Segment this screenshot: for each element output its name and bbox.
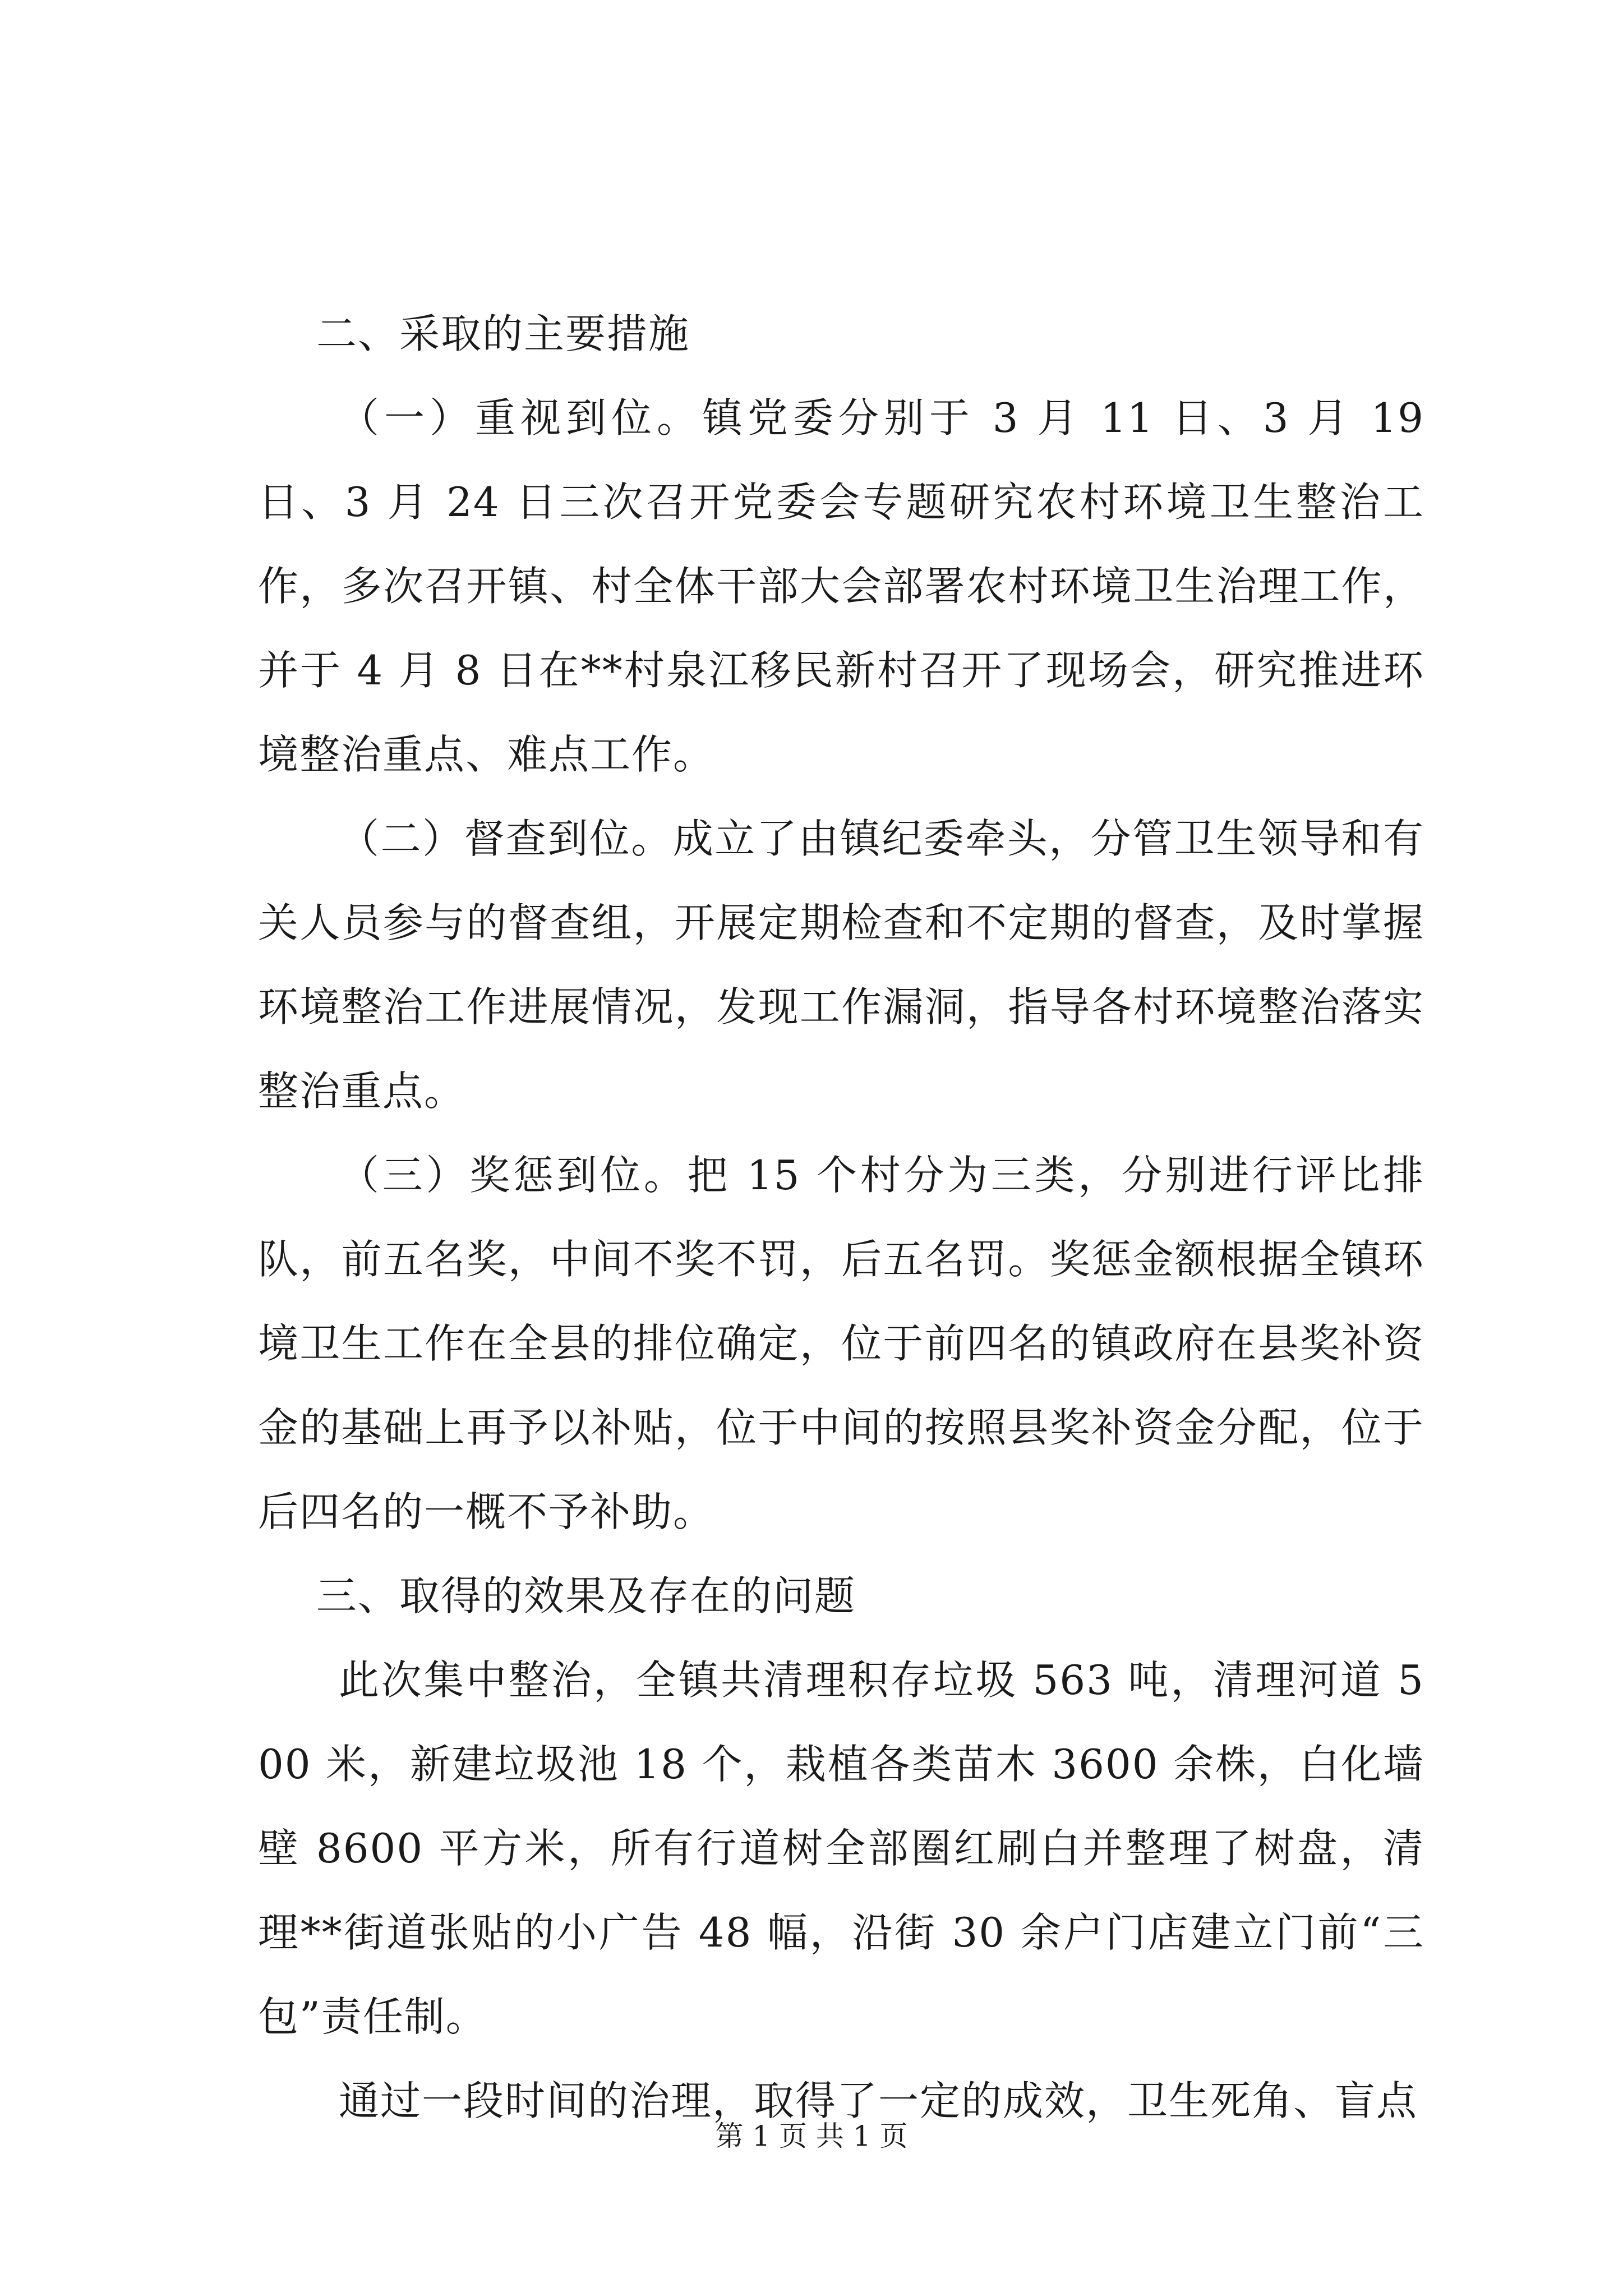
paragraph-rewards-penalties: （三）奖惩到位。把 15 个村分为三类，分别进行评比排队，前五名奖，中间不奖不罚，后五名罚。奖惩金额根据全镇环境卫生工作在全县的排位确定，位于前四名的镇政府在县奖补资金的基础上再予以补贴，位于中间的按照县奖补资金分配，位于后四名的一概不予补助。 — [258, 1152, 1424, 1535]
paragraph-emphasis: （一）重视到位。镇党委分别于 3 月 11 日、3 月 19 日、3 月 24 日三次召开党委会专题研究农村环境卫生整治工作，多次召开镇、村全体干部大会部署农村环境卫生治理工作，并于 4 月 8 日在**村泉江移民新村召开了现场会，研究推进环境整治重点、难点工作。 — [258, 394, 1424, 778]
page-footer: 第 1 页 共 1 页 — [715, 2120, 908, 2152]
paragraph-results-figures: 此次集中整治，全镇共清理积存垃圾 563 吨，清理河道 500 米，新建垃圾池 18 个，栽植各类苗木 3600 余株，白化墙壁 8600 平方米，所有行道树全部圈红刷白并整理了树盘，清理**街道张贴的小广告 48 幅，沿街 30 余户门店建立门前“三包”责任制。 — [258, 1657, 1424, 2040]
paragraph-supervision: （二）督查到位。成立了由镇纪委牵头，分管卫生领导和有关人员参与的督查组，开展定期检查和不定期的督查，及时掌握环境整治工作进展情况，发现工作漏洞，指导各村环境整治落实整治重点。 — [258, 815, 1424, 1115]
paragraph-results-summary: 通过一段时间的治理，取得了一定的成效，卫生死角、盲点 — [339, 2077, 1418, 2124]
section-heading-results: 三、取得的效果及存在的问题 — [316, 1572, 856, 1619]
section-heading-measures: 二、采取的主要措施 — [316, 310, 690, 357]
document-body — [258, 292, 1424, 2143]
